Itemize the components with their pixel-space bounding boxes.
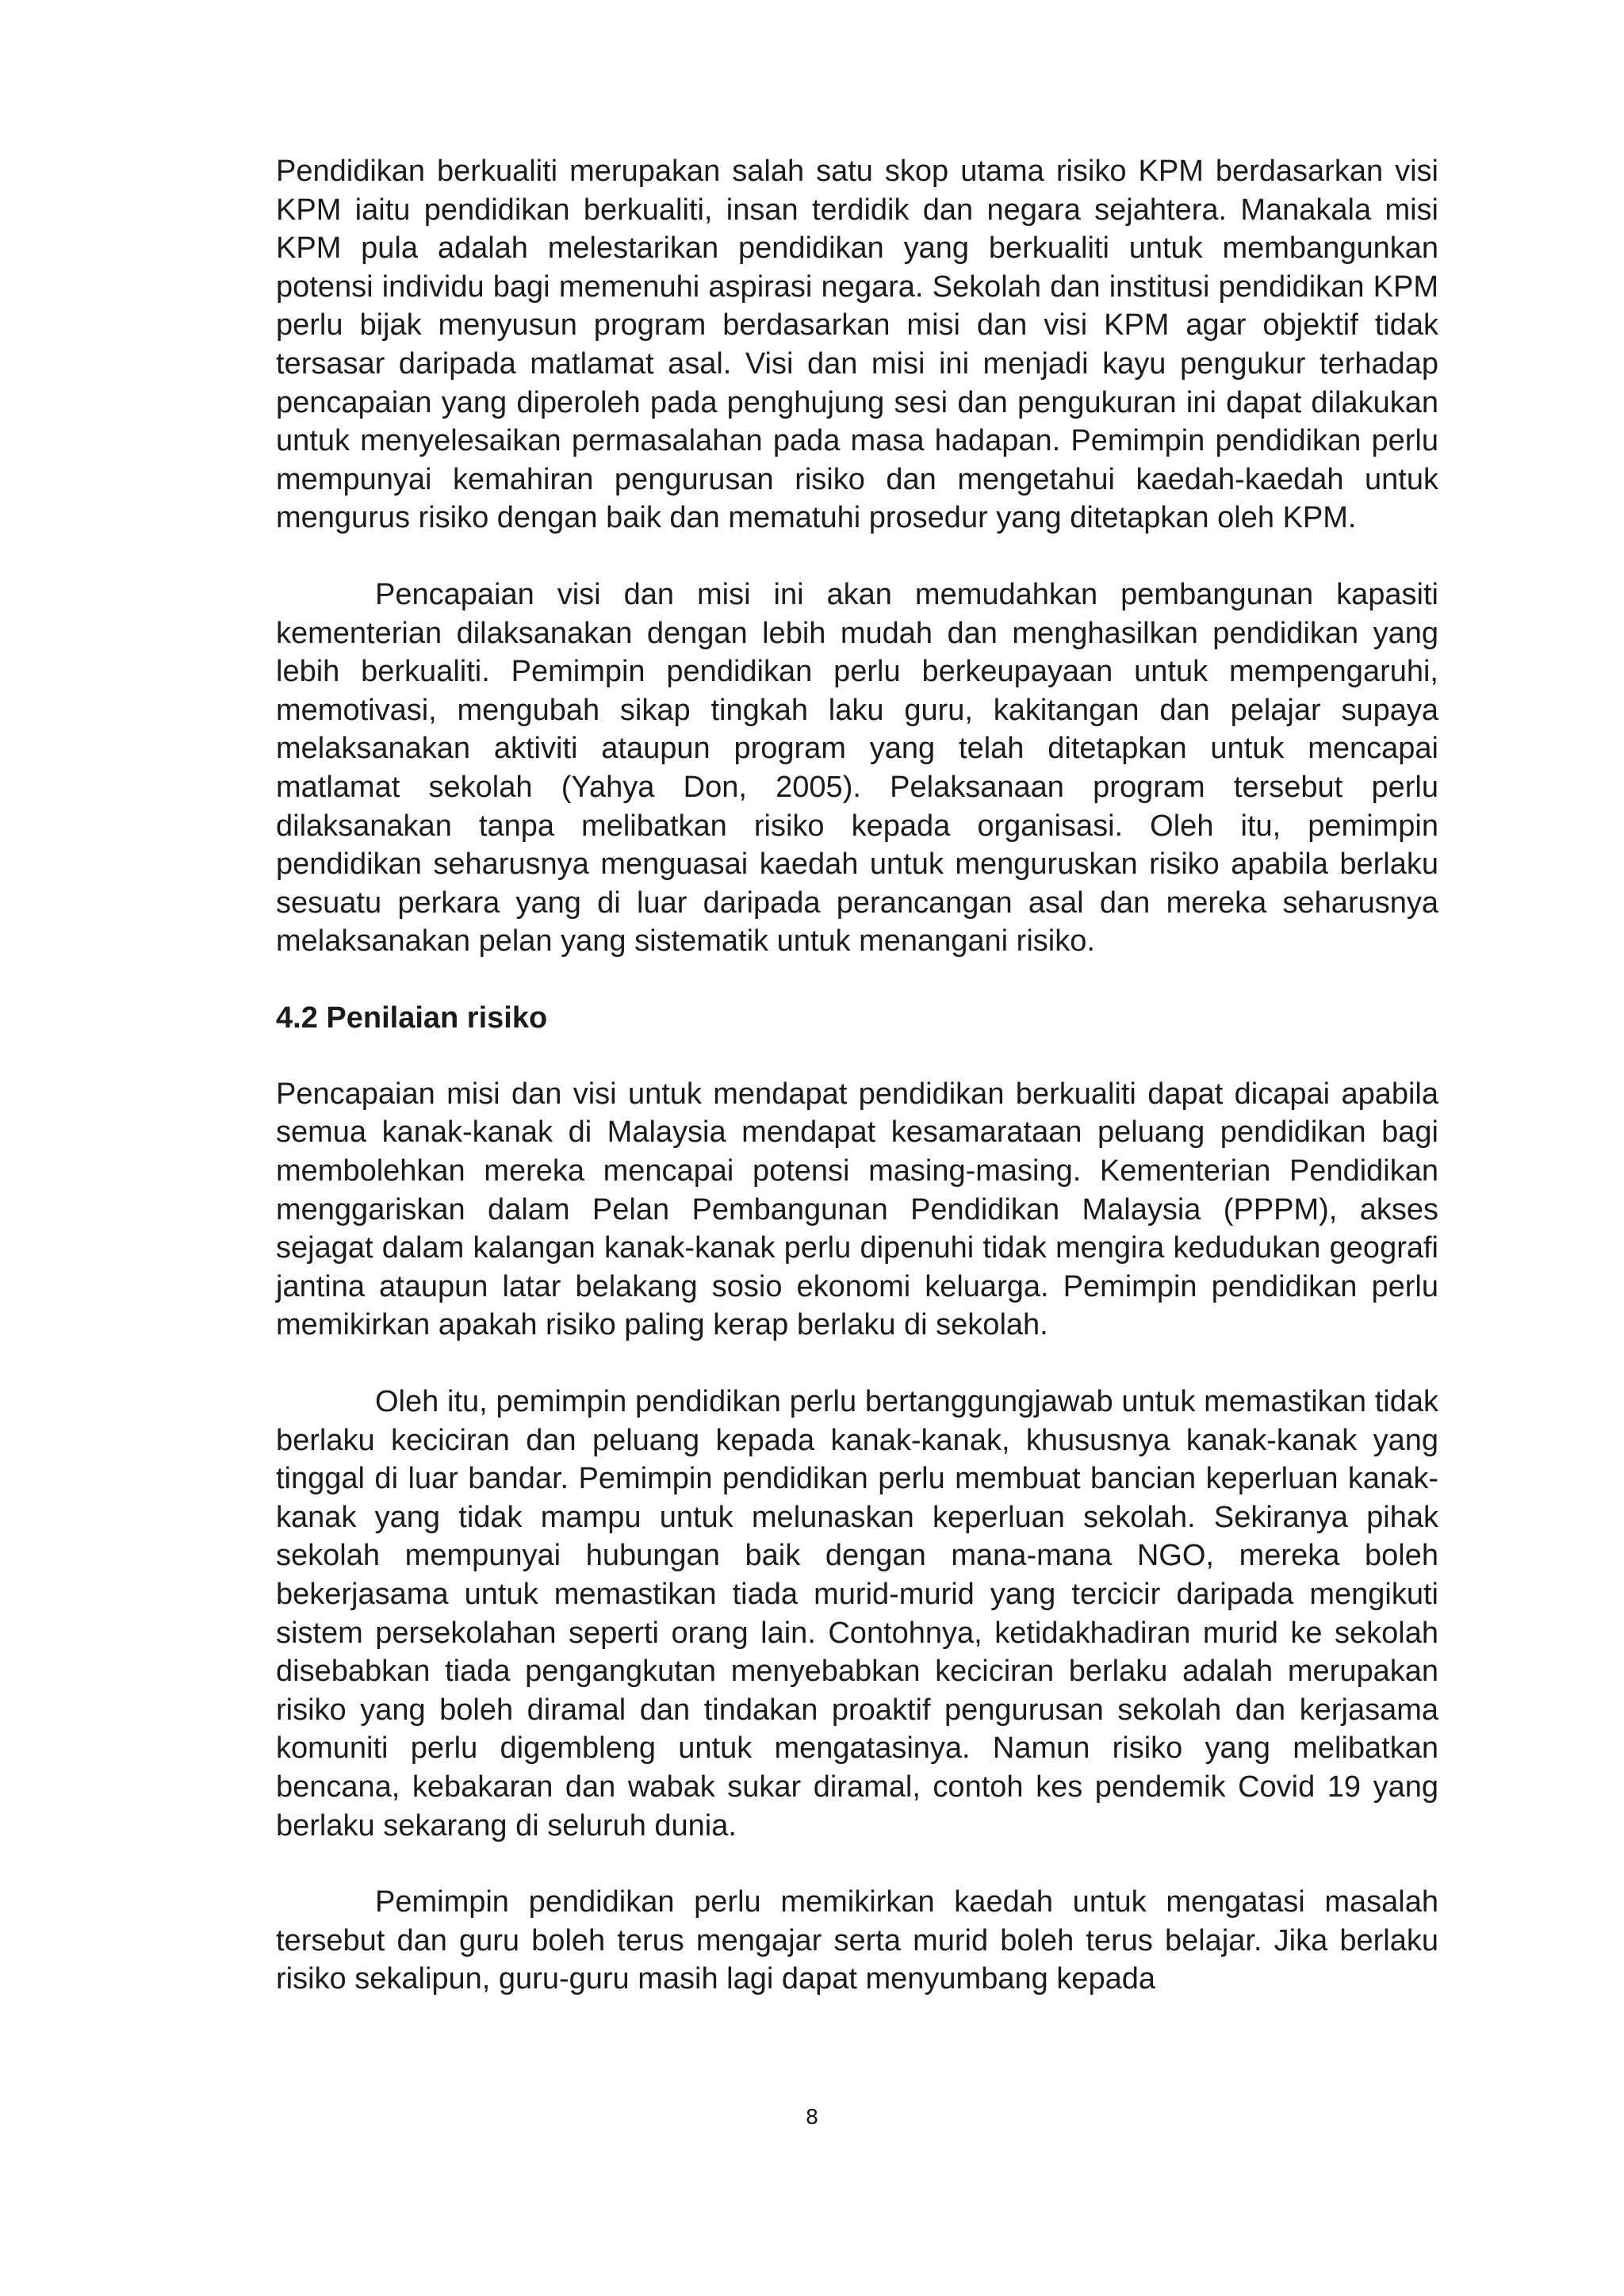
body-paragraph-5: Pemimpin pendidikan perlu memikirkan kaedah untuk mengatasi masalah tersebut dan guru boleh terus mengajar serta murid boleh terus belajar. Jika berlaku risiko sekalipun, guru-guru masih lagi dapat menyumbang kepada [276,1885,1438,1996]
section-heading: 4.2 Penilaian risiko [276,1001,548,1035]
body-paragraph-4: Oleh itu, pemimpin pendidikan perlu bertanggungjawab untuk memastikan tidak berlaku keciciran dan peluang kepada kanak-kanak, khususnya kanak-kanak yang tinggal di luar bandar. Pemimpin pendidikan perlu membuat bancian keperluan kanak-kanak yang tidak mampu untuk melunaskan keperluan sekolah. Sekiranya pihak sekolah mempunyai hubungan baik dengan mana-mana NGO, mereka boleh bekerjasama untuk memastikan tiada murid-murid yang tercicir daripada mengikuti sistem persekolahan seperti orang lain. Contohnya, ketidakhadiran murid ke sekolah disebabkan tiada pengangkutan menyebabkan keciciran berlaku adalah merupakan risiko yang boleh diramal dan tindakan proaktif pengurusan sekolah dan kerjasama komuniti perlu digembleng untuk mengatasinya. Namun risiko yang melibatkan bencana, kebakaran dan wabak sukar diramal, contoh kes pendemik Covid 19 yang berlaku sekarang di seluruh dunia. [276,1385,1438,1843]
body-paragraph-2: Pencapaian visi dan misi ini akan memudahkan pembangunan kapasiti kementerian dilaksanakan dengan lebih mudah dan menghasilkan pendidikan yang lebih berkualiti. Pemimpin pendidikan perlu berkeupayaan untuk mempengaruhi, memotivasi, mengubah sikap tingkah laku guru, kakitangan dan pelajar supaya melaksanakan aktiviti ataupun program yang telah ditetapkan untuk mencapai matlamat sekolah (Yahya Don, 2005). Pelaksanaan program tersebut perlu dilaksanakan tanpa melibatkan risiko kepada organisasi. Oleh itu, pemimpin pendidikan seharusnya menguasai kaedah untuk menguruskan risiko apabila berlaku sesuatu perkara yang di luar daripada perancangan asal dan mereka seharusnya melaksanakan pelan yang sistematik untuk menangani risiko. [276,577,1438,959]
page-number: 8 [805,2106,819,2130]
paragraph-gap [276,1037,1438,1075]
paragraph-gap [276,538,1438,576]
paragraph-gap [276,1845,1438,1883]
body-paragraph-3: Pencapaian misi dan visi untuk mendapat pendidikan berkualiti dapat dicapai apabila semua kanak-kanak di Malaysia mendapat kesamarataan peluang pendidikan bagi membolehkan mereka mencapai potensi masing-masing. Kementerian Pendidikan menggariskan dalam Pelan Pembangunan Pendidikan Malaysia (PPPM), akses sejagat dalam kalangan kanak-kanak perlu dipenuhi tidak mengira kedudukan geografi jantina ataupun latar belakang sosio ekonomi keluarga. Pemimpin pendidikan perlu memikirkan apakah risiko paling kerap berlaku di sekolah. [276,1077,1438,1342]
paragraph-gap [276,961,1438,999]
body-paragraph-1: Pendidikan berkualiti merupakan salah satu skop utama risiko KPM berdasarkan visi KPM iaitu pendidikan berkualiti, insan terdidik dan negara sejahtera. Manakala misi KPM pula adalah melestarikan pendidikan yang berkualiti untuk membangunkan potensi individu bagi memenuhi aspirasi negara. Sekolah dan institusi pendidikan KPM perlu bijak menyusun program berdasarkan misi dan visi KPM agar objektif tidak tersasar daripada matlamat asal. Visi dan misi ini menjadi kayu pengukur terhadap pencapaian yang diperoleh pada penghujung sesi dan pengukuran ini dapat dilakukan untuk menyelesaikan permasalahan pada masa hadapan. Pemimpin pendidikan perlu mempunyai kemahiran pengurusan risiko dan mengetahui kaedah-kaedah untuk mengurus risiko dengan baik dan mematuhi prosedur yang ditetapkan oleh KPM. [276,155,1438,535]
paragraph-gap [276,1345,1438,1383]
page-content [276,152,1438,1999]
